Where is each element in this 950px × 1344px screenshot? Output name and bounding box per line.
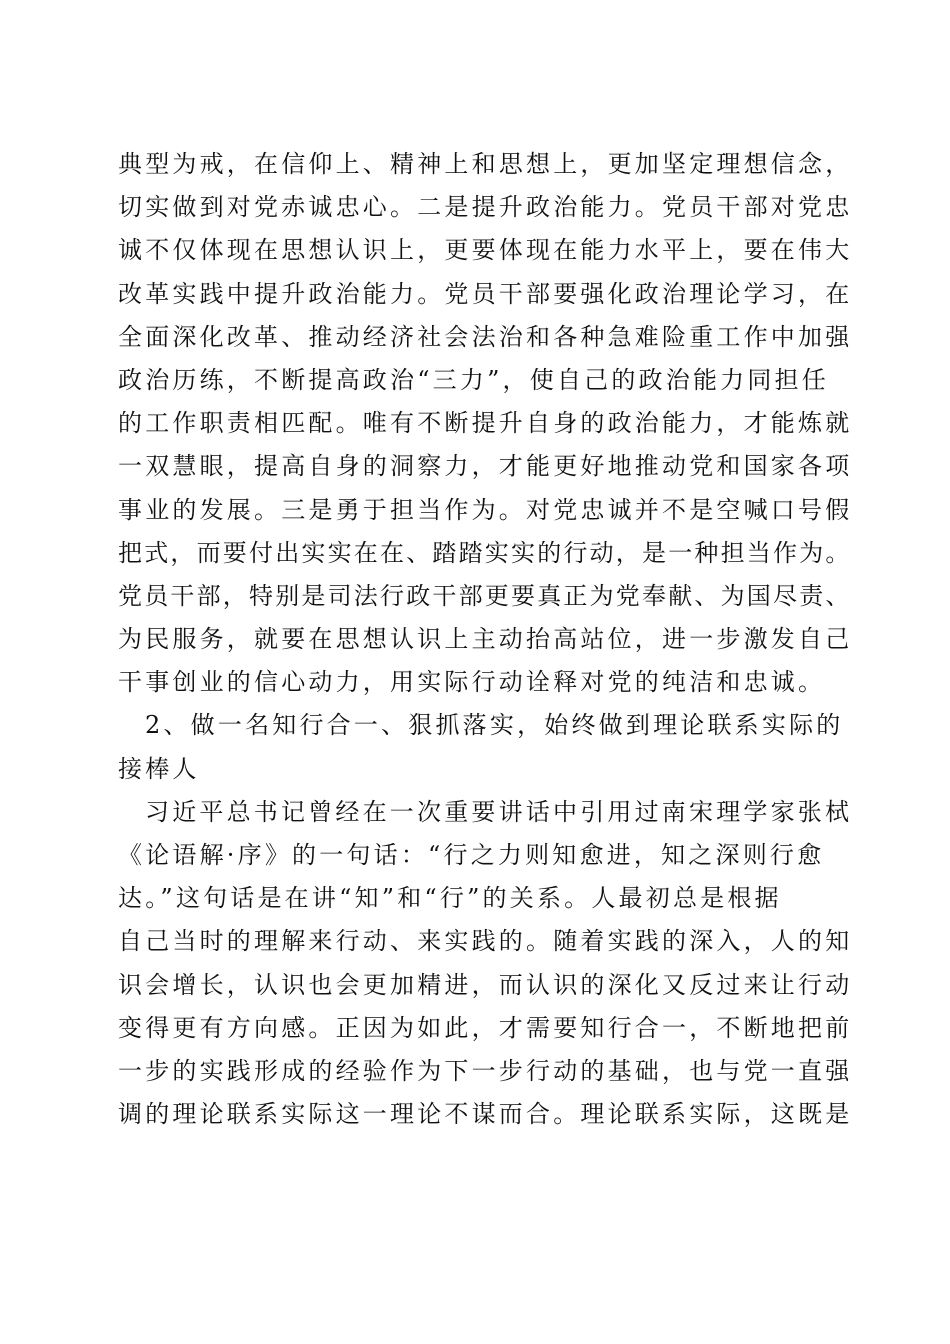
text-line: 习近平总书记曾经在一次重要讲话中引用过南宋理学家张栻 (145, 797, 853, 826)
text-line: 干事创业的信心动力，用实际行动诠释对党的纯洁和忠诚。 (118, 668, 826, 697)
text-line: 全面深化改革、推动经济社会法治和各种急难险重工作中加强 (118, 322, 853, 351)
text-line: 诚不仅体现在思想认识上，更要体现在能力水平上，要在伟大 (118, 236, 853, 265)
section-heading-continued: 接棒人 (118, 754, 200, 783)
text-line: 事业的发展。三是勇于担当作为。对党忠诚并不是空喊口号假 (118, 495, 853, 524)
text-line: 达。”这句话是在讲“知”和“行”的关系。人最初总是根据 (118, 884, 782, 913)
text-line: 的工作职责相匹配。唯有不断提升自身的政治能力，才能炼就 (118, 409, 853, 438)
text-line: 调的理论联系实际这一理论不谋而合。理论联系实际，这既是 (118, 1100, 853, 1129)
text-line: 党员干部，特别是司法行政干部更要真正为党奉献、为国尽责、 (118, 581, 852, 610)
section-heading: 2、做一名知行合一、狠抓落实，始终做到理论联系实际的 (145, 711, 844, 740)
text-line: 变得更有方向感。正因为如此，才需要知行合一，不断地把前 (118, 1013, 853, 1042)
text-line: 切实做到对党赤诚忠心。二是提升政治能力。党员干部对党忠 (118, 193, 853, 222)
text-line: 一步的实践形成的经验作为下一步行动的基础，也与党一直强 (118, 1056, 853, 1085)
text-line: 把式，而要付出实实在在、踏踏实实的行动，是一种担当作为。 (118, 538, 852, 567)
text-line: 自己当时的理解来行动、来实践的。随着实践的深入，人的知 (118, 927, 853, 956)
text-line: 一双慧眼，提高自身的洞察力，才能更好地推动党和国家各项 (118, 452, 853, 481)
text-line: 识会增长，认识也会更加精进，而认识的深化又反过来让行动 (118, 970, 853, 999)
text-line: 改革实践中提升政治能力。党员干部要强化政治理论学习，在 (118, 279, 853, 308)
text-line: 《论语解·序》的一句话：“行之力则知愈进，知之深则行愈 (118, 841, 825, 869)
text-line: 典型为戒，在信仰上、精神上和思想上，更加坚定理想信念， (118, 150, 853, 178)
text-line: 政治历练，不断提高政治“三力”，使自己的政治能力同担任 (118, 365, 829, 394)
document-page (118, 143, 853, 1136)
text-line: 为民服务，就要在思想认识上主动抬高站位，进一步激发自己 (118, 625, 853, 654)
